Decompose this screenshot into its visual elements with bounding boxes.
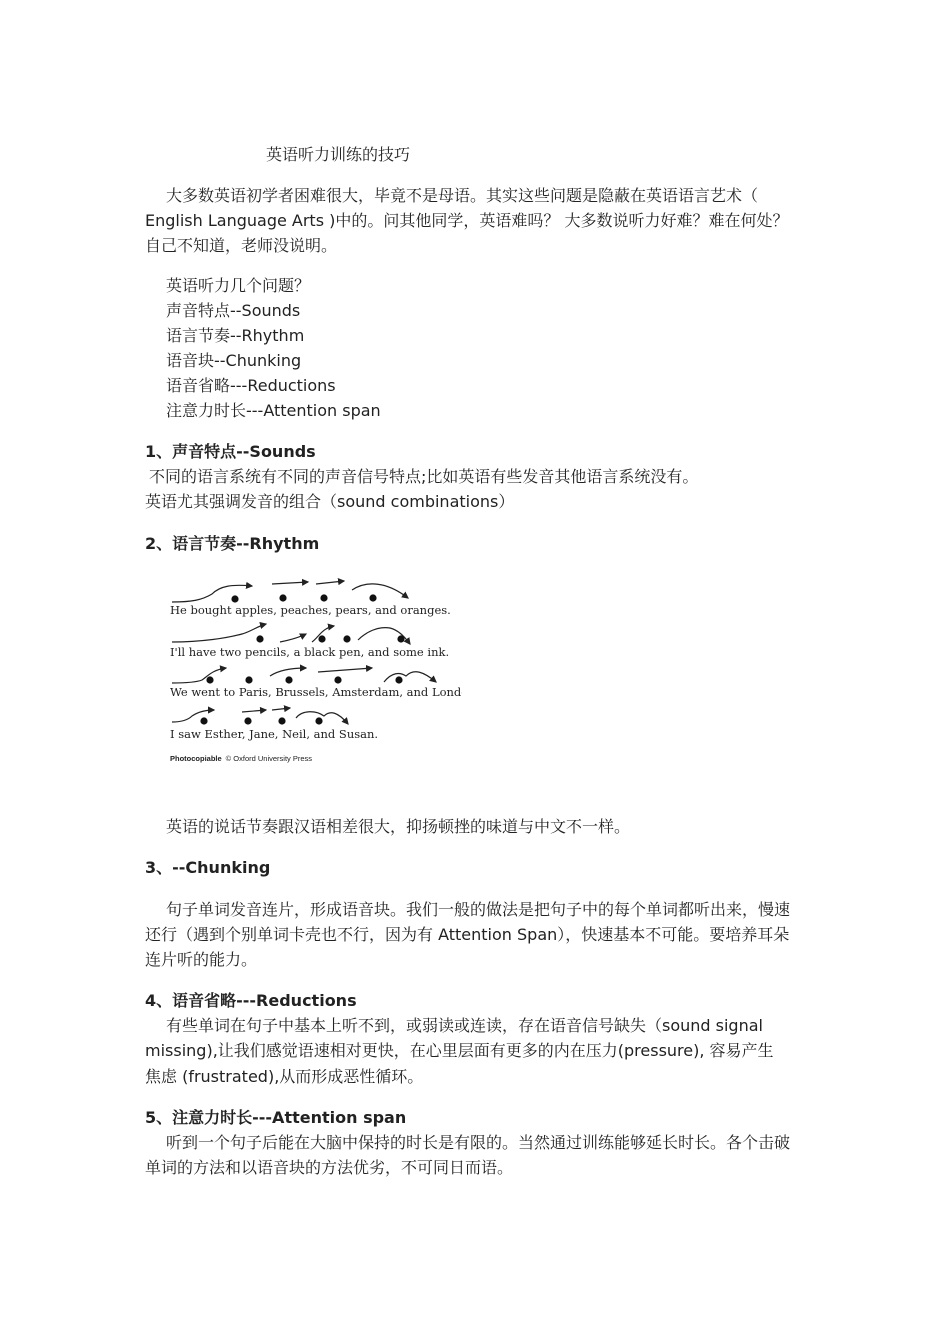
rhythm-sentence-3: We went to Paris, Brussels, Amsterdam, and London. [170,685,462,699]
rhythm-sentence-4: I saw Esther, Jane, Neil, and Susan. [170,727,379,741]
rhythm-row-4 [170,708,378,741]
figure-credit-rest: © Oxford University Press [225,754,313,763]
figure-credit-bold: Photocopiable [170,754,222,763]
section-heading-attention-span: 5、注意力时长---Attention span [145,1108,407,1127]
section-attention-span-line-2: 单词的方法和以语音块的方法优劣，不可同日而语。 [145,1158,514,1177]
problem-item-attention-span: 注意力时长---Attention span [166,401,381,420]
rhythm-row-3 [170,668,462,699]
rhythm-sentence-1: He bought apples, peaches, pears, and oranges. [170,603,451,617]
problem-item-sounds: 声音特点--Sounds [166,301,301,320]
section-heading-rhythm: 2、语言节奏--Rhythm [145,534,320,553]
section-chunking-line-3: 连片听的能力。 [145,950,258,969]
section-sounds-line-1: 不同的语言系统有不同的声音信号特点;比如英语有些发音其他语言系统没有。 [149,467,699,486]
rhythm-row-2 [170,624,449,659]
section-sounds-line-2: 英语尤其强调发音的组合（sound combinations） [145,492,515,511]
section-rhythm-line-1: 英语的说话节奏跟汉语相差很大，抑扬顿挫的味道与中文不一样。 [166,817,631,836]
document-title: 英语听力训练的技巧 [266,145,411,164]
section-reductions-line-2: missing),让我们感觉语速相对更快，在心里层面有更多的内在压力(pressure), 容易产生 [145,1041,774,1060]
rhythm-figure [162,572,462,772]
section-reductions-line-3: 焦虑 (frustrated),从而形成恶性循环。 [145,1067,424,1086]
problem-item-reductions: 语音省略---Reductions [166,376,336,395]
section-reductions-line-1: 有些单词在句子中基本上听不到，或弱读或连读，存在语音信号缺失（sound signal [166,1016,763,1035]
section-heading-reductions: 4、语音省略---Reductions [145,991,357,1010]
intro-line-3: 自己不知道，老师没说明。 [145,236,338,255]
intro-line-1: 大多数英语初学者困难很大，毕竟不是母语。其实这些问题是隐蔽在英语语言艺术（ [166,186,759,205]
section-heading-sounds: 1、声音特点--Sounds [145,442,316,461]
section-attention-span-line-1: 听到一个句子后能在大脑中保持的时长是有限的。当然通过训练能够延长时长。各个击破 [166,1133,791,1152]
section-chunking-line-2: 还行（遇到个别单词卡壳也不行，因为有 Attention Span），快速基本不可能。要培养耳朵 [145,925,790,944]
rhythm-sentence-2: I'll have two pencils, a black pen, and some ink. [170,645,450,659]
problems-heading: 英语听力几个问题？ [166,276,311,295]
intro-line-2: English Language Arts )中的。问其他同学，英语难吗？ 大多数说听力好难？难在何处？ [145,211,789,230]
figure-credit [170,754,312,763]
section-chunking-line-1: 句子单词发音连片，形成语音块。我们一般的做法是把句子中的每个单词都听出来，慢速 [166,900,791,919]
problem-item-chunking: 语音块--Chunking [166,351,302,370]
rhythm-row-1 [170,581,451,617]
section-heading-chunking: 3、--Chunking [145,858,271,877]
problem-item-rhythm: 语言节奏--Rhythm [166,326,305,345]
